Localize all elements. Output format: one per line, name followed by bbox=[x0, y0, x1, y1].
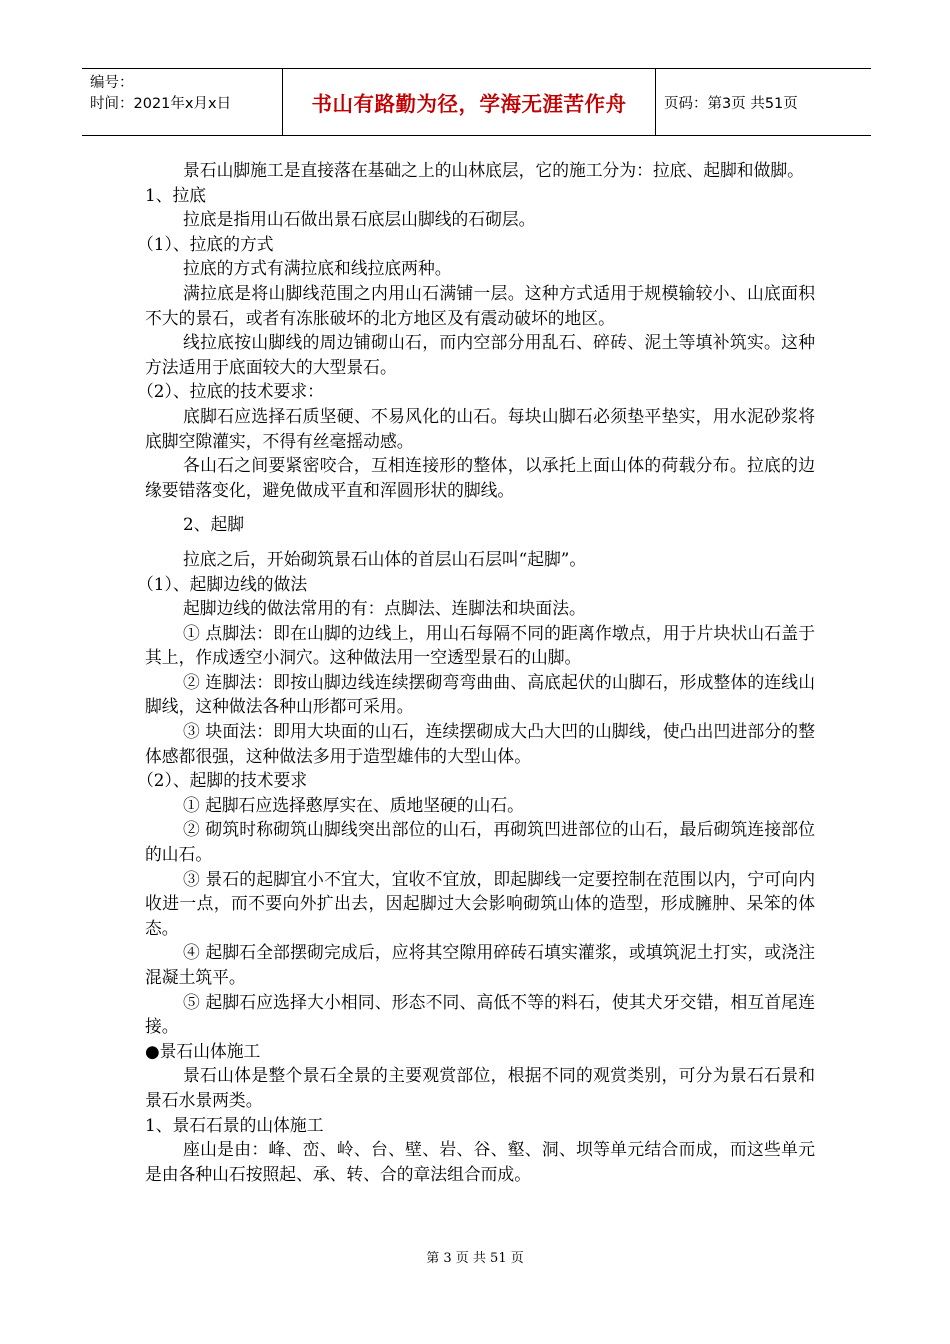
list-item: ① 起脚石应选择憨厚实在、质地坚硬的山石。 bbox=[183, 794, 524, 815]
list-item: ② 连脚法：即按山脚边线连续摆砌弯弯曲曲、高底起伏的山脚石，形成整体的连线山脚线，这种做法各种山形都可采用。 bbox=[145, 671, 815, 717]
header-page-info: 页码：第3页 共51页 bbox=[664, 95, 798, 112]
section-heading: 2、起脚 bbox=[183, 514, 245, 535]
paragraph: 底脚石应选择石质坚硬、不易风化的山石。每块山脚石必须垫平垫实，用水泥砂浆将底脚空隙灌实，不得有丝毫摇动感。 bbox=[145, 405, 815, 451]
section-heading: ●景石山体施工 bbox=[145, 1040, 261, 1061]
document-number-label: 编号： bbox=[90, 75, 134, 91]
document-time-label: 时间：2021年x月x日 bbox=[90, 96, 232, 112]
paragraph: 满拉底是将山脚线范围之内用山石满铺一层。这种方式适用于规模输较小、山底面积不大的景石，或者有冻胀破坏的北方地区及有震动破坏的地区。 bbox=[145, 282, 815, 328]
list-item: ⑤ 起脚石应选择大小相同、形态不同、高低不等的料石，使其犬牙交错，相互首尾连接。 bbox=[145, 991, 815, 1037]
subsection-heading: （2）、起脚的技术要求 bbox=[137, 770, 308, 791]
paragraph: 线拉底按山脚线的周边铺砌山石，而内空部分用乱石、碎砖、泥土等填补筑实。这种方法适用于底面较大的大型景石。 bbox=[145, 332, 815, 377]
header-meta bbox=[82, 69, 283, 135]
list-item: ④ 起脚石全部摆砌完成后，应将其空隙用碎砖石填实灌浆，或填筑泥土打实，或浇注混凝土筑平。 bbox=[145, 942, 815, 987]
paragraph: 景石山体是整个景石全景的主要观赏部位，根据不同的观赏类别，可分为景石石景和景石水景两类。 bbox=[145, 1065, 815, 1110]
subsection-heading: （1）、拉底的方式 bbox=[137, 233, 274, 254]
subsection-heading: （1）、起脚边线的做法 bbox=[137, 573, 308, 594]
paragraph: 拉底的方式有满拉底和线拉底两种。 bbox=[183, 258, 452, 279]
section-heading: 1、拉底 bbox=[145, 184, 207, 205]
page-header bbox=[82, 68, 871, 136]
paragraph: 起脚边线的做法常用的有：点脚法、连脚法和块面法。 bbox=[183, 598, 586, 619]
header-motto-cell bbox=[283, 69, 656, 135]
paragraph: 座山是由：峰、峦、岭、台、壁、岩、谷、壑、洞、坝等单元结合而成，而这些单元是由各种山石按照起、承、转、合的章法组合而成。 bbox=[145, 1139, 815, 1184]
paragraph: 拉底之后，开始砌筑景石山体的首层山石层叫“起脚”。 bbox=[183, 548, 587, 569]
header-motto: 书山有路勤为径，学海无涯苦作舟 bbox=[311, 92, 627, 116]
paragraph: 各山石之间要紧密咬合，互相连接形的整体，以承托上面山体的荷载分布。拉底的边缘要错落变化，避免做成平直和浑圆形状的脚线。 bbox=[145, 455, 815, 500]
list-item: ③ 景石的起脚宜小不宜大，宜收不宜放，即起脚线一定要控制在范围以内，宁可向内收进一点，而不要向外扩出去，因起脚过大会影响砌筑山体的造型，形成臃肿、呆笨的体态。 bbox=[145, 868, 815, 938]
list-item: ③ 块面法：即用大块面的山石，连续摆砌成大凸大凹的山脚线，使凸出凹进部分的整体感都很强，这种做法多用于造型雄伟的大型山体。 bbox=[145, 721, 815, 766]
list-item: ① 点脚法：即在山脚的边线上，用山石每隔不同的距离作墩点，用于片块状山石盖于其上，作成透空小洞穴。这种做法用一空透型景石的山脚。 bbox=[145, 622, 815, 668]
page-footer: 第 3 页 共 51 页 bbox=[426, 1251, 524, 1266]
paragraph: 拉底是指用山石做出景石底层山脚线的石砌层。 bbox=[183, 209, 536, 230]
section-heading: 1、景石石景的山体施工 bbox=[145, 1114, 324, 1135]
list-item: ② 砌筑时称砌筑山脚线突出部位的山石，再砌筑凹进部位的山石，最后砌筑连接部位的山石。 bbox=[145, 819, 815, 865]
subsection-heading: （2）、拉底的技术要求： bbox=[137, 381, 324, 402]
paragraph: 景石山脚施工是直接落在基础之上的山林底层，它的施工分为：拉底、起脚和做脚。 bbox=[183, 160, 804, 180]
document-body bbox=[137, 158, 815, 1186]
